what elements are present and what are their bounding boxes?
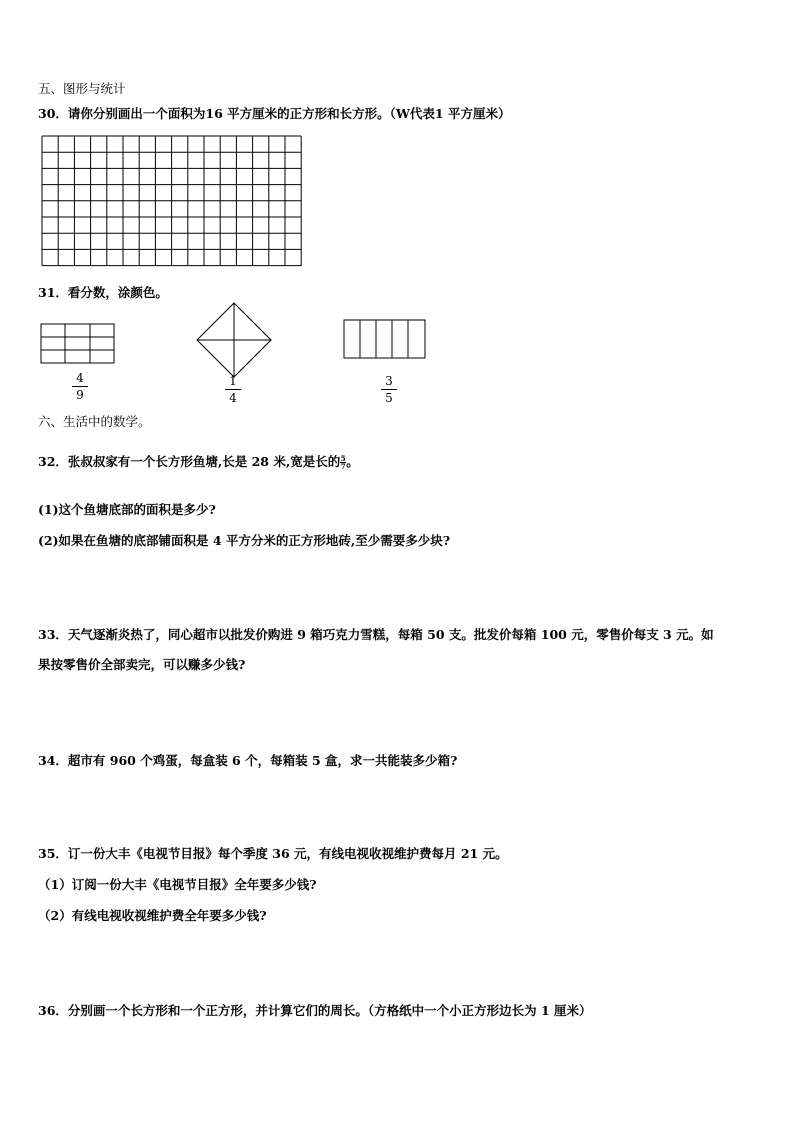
fraction-1-4: 1 4 — [225, 374, 241, 405]
section-title-5: 五、图形与统计 — [38, 81, 126, 96]
section-title-6: 六、生活中的数学。 — [38, 414, 151, 429]
fraction-3-5: 3 5 — [381, 374, 397, 405]
question-34: 34．超市有 960 个鸡蛋，每盒装 6 个，每箱装 5 盒，求一共能装多少箱? — [38, 753, 458, 768]
fraction-4-9: 4 9 — [72, 371, 88, 402]
question-35-part-2: （2）有线电视收视维护费全年要多少钱? — [38, 908, 267, 923]
question-35: 35．订一份大丰《电视节目报》每个季度 36 元，有线电视收视维护费每月 21 元。 — [38, 846, 508, 861]
question-31: 31．看分数，涂颜色。 — [38, 285, 168, 300]
fraction-shape-rectangle-grid — [40, 323, 116, 365]
question-32-part-1: (1)这个鱼塘底部的面积是多少? — [38, 502, 216, 517]
question-32: 32．张叔叔家有一个长方形鱼塘,长是 28 米,宽是长的 $\frac{5}{7}$ 。 — [38, 454, 359, 471]
fraction-5-7: $\frac{5}{7}$ — [340, 454, 346, 471]
question-33-line-1: 33．天气逐渐炎热了，同心超市以批发价购进 9 箱巧克力雪糕，每箱 50 支。批发价每箱 100 元，零售价每支 3 元。如 — [38, 627, 714, 642]
grid-paper-30 — [41, 135, 305, 267]
question-30: 30．请你分别画出一个面积为16 平方厘米的正方形和长方形。（W代表1 平方厘米） — [38, 106, 511, 121]
question-32-part-2: (2)如果在鱼塘的底部铺面积是 4 平方分米的正方形地砖,至少需要多少块? — [38, 533, 451, 548]
fraction-shape-diamond — [196, 302, 272, 378]
fraction-shape-strip — [343, 319, 427, 361]
question-35-part-1: （1）订阅一份大丰《电视节目报》全年要多少钱? — [38, 877, 317, 892]
question-33-line-2: 果按零售价全部卖完，可以赚多少钱? — [38, 657, 246, 672]
question-36: 36．分别画一个长方形和一个正方形，并计算它们的周长。（方格纸中一个小正方形边长为 1 厘米） — [38, 1003, 592, 1018]
